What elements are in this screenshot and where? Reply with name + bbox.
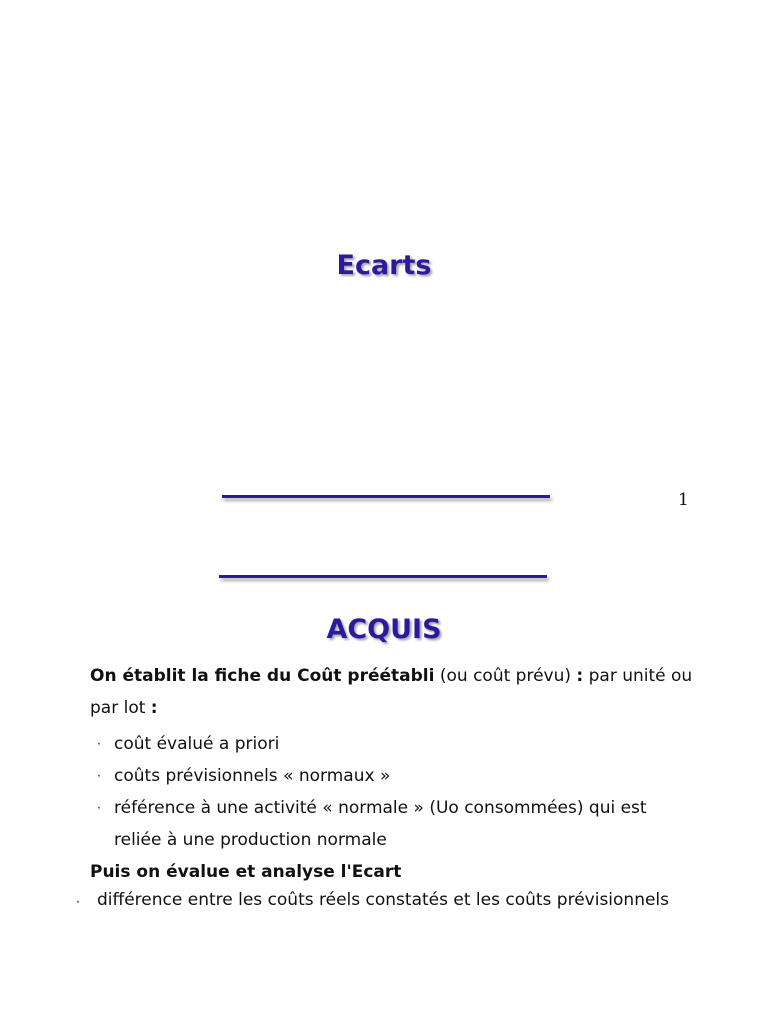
- ecart-bullet: [76, 884, 696, 916]
- slide-title-acquis: ACQUIS: [326, 614, 442, 645]
- intro-normal-text: (ou coût prévu): [434, 666, 577, 686]
- list-item: [97, 760, 697, 792]
- slide-title-ecarts: Ecarts: [336, 250, 432, 281]
- divider-line-bottom: [219, 575, 547, 578]
- bullet-dot-icon: ·: [97, 769, 101, 783]
- list-item: [97, 792, 697, 856]
- intro-paragraph: [90, 660, 700, 724]
- intro-tail-text: par unité ou par lot: [90, 666, 693, 718]
- bullet-dot-icon: ·: [76, 895, 80, 909]
- list-item-text: référence à une activité « normale » (Uo consommées) qui est reliée à une production normale: [114, 798, 647, 850]
- intro-colon: :: [150, 698, 158, 718]
- list-item: [97, 728, 697, 760]
- section-subheading: Puis on évalue et analyse l'Ecart: [90, 862, 402, 882]
- cout-bullet-list: [97, 728, 697, 856]
- divider-line-top: [222, 495, 550, 498]
- ecart-bullet-text: différence entre les coûts réels constatés et les coûts prévisionnels: [97, 890, 670, 910]
- bullet-dot-icon: ·: [97, 801, 101, 815]
- list-item-text: coûts prévisionnels « normaux »: [114, 766, 391, 786]
- intro-colon-bold: :: [576, 666, 584, 686]
- list-item-text: coût évalué a priori: [114, 734, 280, 754]
- page-number: 1: [678, 490, 689, 510]
- intro-bold-text: On établit la fiche du Coût préétabli: [90, 666, 435, 686]
- bullet-dot-icon: ·: [97, 737, 101, 751]
